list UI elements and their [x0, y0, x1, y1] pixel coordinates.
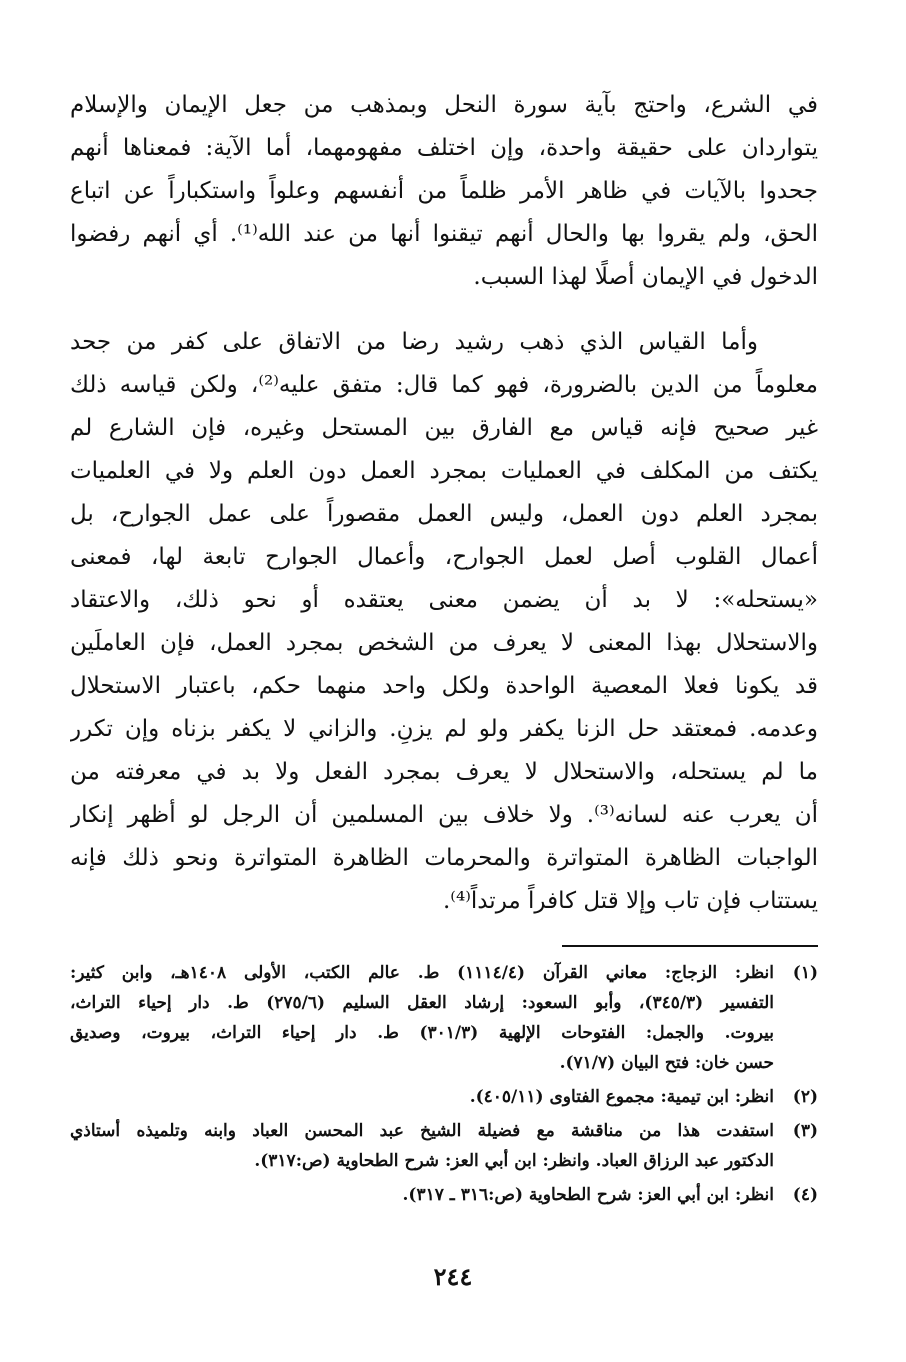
footnote-body [70, 1116, 774, 1176]
footnote-2 [70, 1082, 818, 1112]
text-line: وعدمه. فمعتقد حل الزنا يكفر ولو لم يزنِ. والزاني لا يكفر بزناه وإن تكرر [70, 716, 818, 742]
footnote-line: انظر: ابن تيمية: مجموع الفتاوى (٤٠٥/١١). [469, 1087, 774, 1107]
footnote-4 [70, 1180, 818, 1210]
text-line: في الشرع، واحتج بآية سورة النحل وبمذهب من جعل الإيمان والإسلام [70, 92, 818, 118]
text-line: الحق، ولم يقروا بها والحال أنهم تيقنوا أنها من عند الله⁽¹⁾. أي أنهم رفضوا [70, 221, 818, 247]
footnote-body [70, 1082, 774, 1112]
text-line: وأما القياس الذي ذهب رشيد رضا من الاتفاق على كفر من جحد [70, 329, 758, 355]
text-line: جحدوا بالآيات في ظاهر الأمر ظلماً من أنفسهم وعلواً واستكباراً عن اتباع [70, 178, 818, 204]
text-line: معلوماً من الدين بالضرورة، فهو كما قال: متفق عليه⁽²⁾، ولكن قياسه ذلك [70, 372, 818, 398]
footnote-number: (٢) [792, 1087, 818, 1107]
footnote-line: انظر: ابن أبي العز: شرح الطحاوية (ص:٣١٦ ـ ٣١٧). [402, 1185, 774, 1205]
text-line: يكتف من المكلف في العمليات بمجرد العمل دون العلم ولا في العلميات [70, 458, 818, 484]
footnote-1 [70, 958, 818, 1078]
footnote-line: التفسير (٣٤٥/٣)، وأبو السعود: إرشاد العقل السليم (٢٧٥/٦) ط. دار إحياء التراث، [70, 993, 774, 1013]
footnote-number: (١) [792, 963, 818, 983]
text-line: يستتاب فإن تاب وإلا قتل كافراً مرتداً⁽⁴⁾. [442, 888, 818, 914]
footnote-line: حسن خان: فتح البيان (٧١/٧). [559, 1053, 774, 1073]
footnotes [70, 958, 818, 1214]
footnote-3 [70, 1116, 818, 1176]
text-line: أعمال القلوب أصل لعمل الجوارح، وأعمال الجوارح تابعة لها، فمعنى [70, 544, 818, 570]
footnote-number: (٣) [792, 1121, 818, 1141]
text-line: «يستحله»: لا بد أن يضمن معنى يعتقده أو نحو ذلك، والاعتقاد [70, 587, 818, 613]
footnote-body [70, 958, 774, 1078]
footnote-line: استفدت هذا من مناقشة مع فضيلة الشيخ عبد المحسن العباد وابنه وتلميذه أستاذي [70, 1121, 774, 1141]
text-line: يتواردان على حقيقة واحدة، وإن اختلف مفهومهما، أما الآية: فمعناها أنهم [70, 135, 818, 161]
footnote-line: بيروت. والجمل: الفتوحات الإلهية (٣٠١/٣) ط. دار إحياء التراث، بيروت، وصديق [70, 1023, 774, 1043]
footnote-line: انظر: الزجاج: معاني القرآن (١١١٤/٤) ط. عالم الكتب، الأولى ١٤٠٨هـ، وابن كثير: [70, 963, 774, 983]
text-line: قد يكونا فعلا المعصية الواحدة ولكل واحد منهما حكم، باعتبار الاستحلال [70, 673, 818, 699]
text-line: والاستحلال بهذا المعنى لا يعرف من الشخص بمجرد العمل، فإن العاملَين [70, 630, 818, 656]
footnote-number: (٤) [792, 1185, 818, 1205]
text-line: ما لم يستحله، والاستحلال لا يعرف بمجرد الفعل ولا بد في معرفته من [70, 759, 818, 785]
footnote-body [70, 1180, 774, 1210]
footnote-separator [562, 945, 818, 947]
text-line: بمجرد العلم دون العمل، وليس العمل مقصوراً على عمل الجوارح، بل [70, 501, 818, 527]
text-line: أن يعرب عنه لسانه⁽³⁾. ولا خلاف بين المسلمين أن الرجل لو أظهر إنكار [70, 802, 818, 828]
text-line: الدخول في الإيمان أصلًا لهذا السبب. [473, 264, 818, 290]
paragraph-2 [70, 321, 818, 923]
text-line: الواجبات الظاهرة المتواترة والمحرمات الظاهرة المتواترة ونحو ذلك فإنه [70, 845, 818, 871]
text-line: غير صحيح فإنه قياس مع الفارق بين المستحل وغيره، فإن الشارع لم [70, 415, 818, 441]
paragraph-1 [70, 84, 818, 299]
main-text [70, 84, 818, 923]
footnote-line: الدكتور عبد الرزاق العباد. وانظر: ابن أبي العز: شرح الطحاوية (ص:٣١٧). [254, 1151, 774, 1171]
page-number: ٢٤٤ [433, 1262, 473, 1291]
